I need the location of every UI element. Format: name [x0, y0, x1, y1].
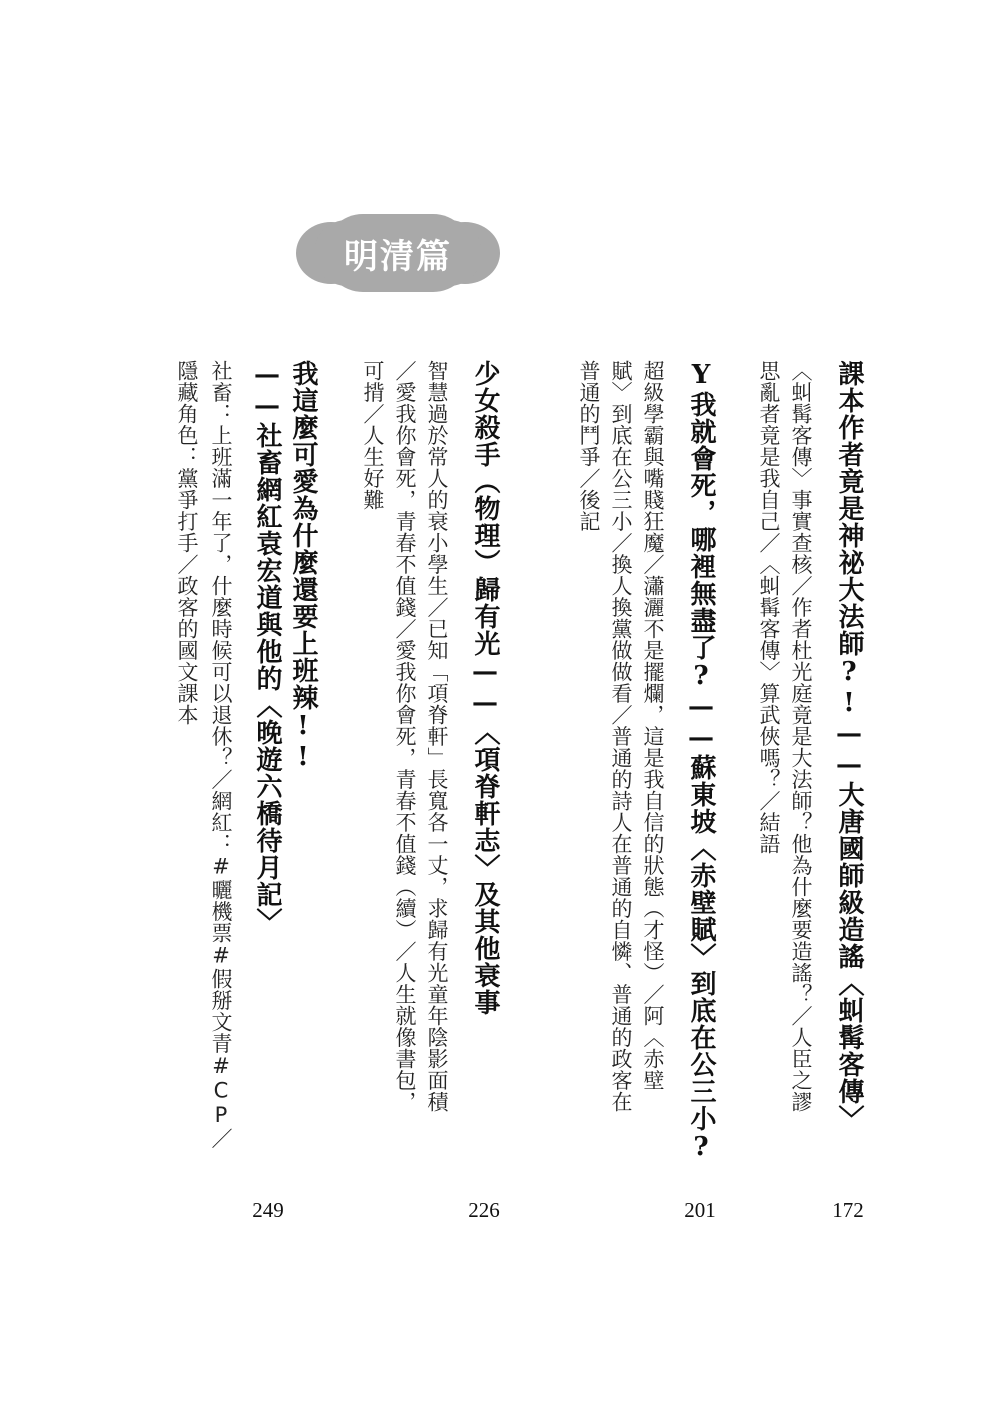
- entry-summary-line: ／愛我你會死，青春不值錢／愛我你會死，青春不值錢（續）／人生就像書包，: [393, 360, 417, 1113]
- entry-title: 課本作者竟是神祕大法師?!——大唐國師級造謠〈虯髯客傳〉: [834, 360, 864, 1132]
- page-number: 201: [684, 1198, 716, 1222]
- entry-summary-line: 普通的鬥爭／後記: [577, 360, 601, 532]
- page-number: 172: [832, 1198, 864, 1222]
- entry-title: 我這麼可愛為什麼還要上班辣!!: [288, 360, 318, 773]
- entry-summary-line: 〈虯髯客傳〉事實查核／作者杜光庭竟是大法師？他為什麼要造謠？／人臣之謬: [789, 360, 813, 1113]
- entry-summary-line: 智慧過於常人的衰小學生／已知「項脊軒」長寬各一丈，求歸有光童年陰影面積: [425, 360, 449, 1113]
- entry-summary-line: 思亂者竟是我自己／〈虯髯客傳〉算武俠嗎？／結語: [757, 360, 781, 855]
- page-number: 226: [468, 1198, 500, 1222]
- entry-summary-line: 可揹／人生好難: [361, 360, 385, 511]
- section-title: 明清篇: [344, 236, 452, 277]
- entry-title: 少女殺手（物理）歸有光——〈項脊軒志〉及其他衰事: [470, 360, 500, 1016]
- entry-summary-line: 社畜：上班滿一年了，什麼時候可以退休？／網紅：#曬機票#假掰文青#CP／: [209, 360, 233, 1149]
- entry-summary-line: 超級學霸與嘴賤狂魔／瀟灑不是擺爛，這是我自信的狀態（才怪）／阿〈赤壁: [641, 360, 665, 1091]
- entry-title: Y我就會死，哪裡無盡了?——蘇東坡〈赤壁賦〉到底在公三小?: [686, 360, 716, 1163]
- page-number: 249: [252, 1198, 284, 1222]
- entry-summary-line: 隱藏角色：黨爭打手／政客的國文課本: [175, 360, 199, 726]
- entry-summary-line: 賦〉到底在公三小／換人換黨做做看／普通的詩人在普通的自憐、普通的政客在: [609, 360, 633, 1113]
- section-banner: [296, 214, 500, 292]
- entry-title-continued: ——社畜網紅袁宏道與他的〈晚遊六橋待月記〉: [252, 360, 282, 935]
